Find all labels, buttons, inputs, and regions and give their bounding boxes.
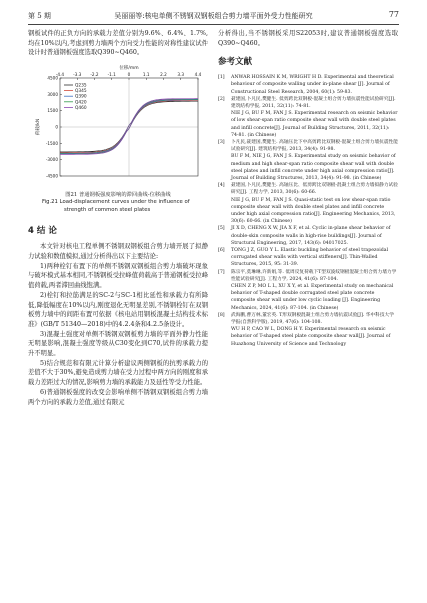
paragraph: 5)结合规范和有限元计算分析建议两侧钢板的抗剪承载力的差值不大于30%,避免造成剪力墙在受力过程中两方向的刚度和承载力差距过大的情况,影响剪力墙的承载能力及延性等受力性能。 <box>28 359 208 387</box>
right-column <box>218 29 398 348</box>
reference-item <box>218 312 398 326</box>
x-tick-label: 4.4 <box>194 72 202 78</box>
reference-item <box>218 269 398 283</box>
reference-text: 武海鹏,曹万林,董宏英. T形双钢板混凝土组合剪力墙抗震试验[J]. 华中科技大学学报(自然科学版), 2019, 47(6): 104-108. <box>231 312 394 326</box>
y-tick-label: 0 <box>55 124 58 130</box>
x-tick-label: -4.4 <box>55 72 65 78</box>
reference-item <box>218 197 398 226</box>
legend-label: Q420 <box>75 100 87 106</box>
figure-caption-en-2: strength of common steel plates <box>64 207 151 213</box>
reference-text: 卜凡民,聂建国,樊健生. 高轴压比下中高剪跨比双钢板-混凝土组合剪力墙抗震性能试验研究[J]. 建筑结构学报, 2013, 34(4): 91-98. <box>231 139 398 153</box>
x-tick-label: 0 <box>127 72 131 78</box>
page-number: 77 <box>388 10 399 19</box>
reference-item <box>218 74 398 96</box>
reference-list <box>218 74 398 348</box>
references-title: 参考文献 <box>218 57 253 68</box>
legend-label: Q390 <box>75 94 87 100</box>
issue-number: 第 5 期 <box>28 12 51 20</box>
reference-text: 聂建国,卜凡民,樊健生. 高轴压比、低剪跨比双钢板-混凝土组合剪力墙拟静力试验研究[J]. 工程力学, 2013, 30(6): 60-66. <box>231 183 398 196</box>
reference-text: ANWAR HOSSAIN K M, WRIGHT H D. Experimental and theoretical behaviour of composite walling under in-plane shear [J]. Journal of Constructional Steel Research, 2004, 60(1): 59-83. <box>231 75 394 95</box>
paragraph: 本文针对核电工程单侧不锈钢双钢板组合剪力墙开展了拟静力试验和数值模拟,通过分析得出以下主要结论: <box>28 243 208 260</box>
figure-caption-en-1: Fig.21 Load-displacement curves under the influence of <box>42 199 190 206</box>
y-tick-label: -4500 <box>45 173 58 179</box>
reference-text: JI X D, CHENG X W, JIA X F, et al. Cyclic in-plane shear behavior of double-skin composite walls in high-rise buildings[J]. Journal of Structural Engineering, 2017, 143(6): 04017025. <box>231 226 391 246</box>
figure-caption-cn: 图21 普通钢板强度影响的滞回曲线-位移曲线 <box>65 191 171 198</box>
reference-text: 陈宗平,莫琳琳,许新娟,等. 低周反复荷载下T型双波纹钢板混凝土组合剪力墙力学性能试验研究[J]. 工程力学, 2024, 41(6): 87-104. <box>231 269 397 282</box>
reference-text: WU H P, CAO W L, DONG H Y. Experimental research on seismic behavior of T-shaped steel plate composite shear wall[J]. Journal of Huazhong University of Science and Technology <box>231 327 391 347</box>
legend-label: Q345 <box>75 89 87 95</box>
reference-text: 聂建国,卜凡民,樊健生. 低剪跨比双钢板-混凝土组合剪力墙抗震性能试验研究[J]. 建筑结构学报, 2011, 32(11): 74-81. <box>231 96 396 109</box>
reference-text: NIE J G, BU F M, FAN J S. Experimental research on seismic behavior of low shear-span ratio composite shear wall with double steel plates and infill concrete[J]. Journal of Building Structures, 2011, 32(11): 74-81. (in Chinese) <box>231 111 398 138</box>
legend-label: Q460 <box>75 106 87 112</box>
legend-label: Q235 <box>75 83 87 89</box>
reference-item <box>218 247 398 269</box>
reference-text: NIE J G, BU F M, FAN J S. Quasi-static test on low shear-span ratio composite shear wall with double steel plates and infill concrete under high axial compression ratio[J]. Engineering Mechanics, 2013, 30(6): 60-66. (in Chinese) <box>231 197 396 225</box>
y-axis-label: 荷载/kN <box>36 118 41 136</box>
paragraph: 1)两种栓钉布置下的单侧不锈钢双钢板组合剪力墙破坏现象与破坏模式基本相同,不锈钢板受拉峰值荷载高于普通钢板受拉峰值荷载,两者滞回曲线饱满。 <box>28 262 208 290</box>
reference-number: [5] <box>218 226 225 232</box>
reference-item <box>218 225 398 247</box>
left-column <box>28 29 208 407</box>
reference-item <box>218 96 398 110</box>
reference-item <box>218 153 398 182</box>
x-tick-label: 3.3 <box>177 72 185 78</box>
x-tick-label: 2.2 <box>160 72 167 78</box>
y-tick-label: 3000 <box>47 91 58 97</box>
paragraph: 6)普通钢板强度的改变会影响单侧不锈钢双钢板组合剪力墙两个方向的承载力差值,通过有限元 <box>28 388 208 406</box>
y-tick-label: 4500 <box>47 75 58 81</box>
reference-number: [8] <box>218 312 225 318</box>
x-tick-label: 1.1 <box>142 72 150 78</box>
y-tick-label: -3000 <box>45 157 58 163</box>
reference-item <box>218 326 398 348</box>
reference-item <box>218 139 398 153</box>
paragraph: 3)混凝土强度对单侧不锈钢双钢板剪力墙的平面外静力性能无明显影响,混凝土强度等级从C30变化到C70,试件的承载力提升不明显。 <box>28 330 208 358</box>
reference-text: BU F M, NIE J G, FAN J S. Experimental study on seismic behavior of medium and high shear-span ratio composite shear wall with double steel plates and infill concrete under high axial compression ratio[J]. Journal of Building Structures, 2013, 34(4): 91-98. (in Chinese) <box>231 154 396 181</box>
reference-item <box>218 110 398 139</box>
x-axis-label: 位移/mm <box>119 66 139 72</box>
running-header <box>28 10 399 24</box>
reference-number: [6] <box>218 247 225 253</box>
reference-number: [1] <box>218 75 225 81</box>
reference-item <box>218 283 398 312</box>
paragraph: 钢板试件的正负方向的承载力差值分别为9.6%、6.4%、1.7%,均在10%以内,考虑到剪力墙两个方向受力性能的对称性建议试件设计时普通钢板强度选取Q390~Q460。 <box>28 30 208 57</box>
x-tick-label: -1.1 <box>107 72 116 78</box>
paragraph: 2)栓钉和拉筋满足的SC-2与SC-1相比延性和承载力有所降低,降低幅度在10%以内,刚度退化无明显差别,不锈钢栓钉在双钢板剪力墙中的间距布置可依据《核电站用钢板混凝土结构技术标准》(GB/T 51340—2018)中的4.2.4条和4.2.5条设计。 <box>28 291 208 328</box>
reference-number: [3] <box>218 139 225 145</box>
y-tick-label: -1500 <box>45 140 58 146</box>
running-title: 吴丽丽等:核电单侧不锈钢双钢板组合剪力墙平面外受力性能研究 <box>114 12 313 20</box>
figure-21 <box>34 64 208 190</box>
reference-text: CHEN Z P, MO L L, XU X Y, et al. Experimental study on mechanical behavior of T-shaped double corrugated steel plate concrete composite shear wall under low cyclic loading [J]. Engineering Mechanics, 2024, 41(6): 87-104. (in Chinese) <box>231 284 394 311</box>
section-title-conclusion: 4 结 论 <box>28 225 57 236</box>
hysteresis-chart <box>34 64 206 186</box>
reference-number: [2] <box>218 96 225 102</box>
reference-text: TONG J Z, GUO Y L. Elastic buckling behavior of steel trapezoidal corrugated shear walls with vertical stiffeners[J]. Thin-Walled Structures, 2015, 95: 31-39. <box>231 247 389 268</box>
y-tick-label: 1500 <box>47 108 58 114</box>
reference-number: [7] <box>218 269 225 275</box>
reference-item <box>218 182 398 196</box>
header-rule <box>28 24 399 25</box>
reference-number: [4] <box>218 183 225 189</box>
x-tick-label: -3.3 <box>73 72 82 78</box>
paragraph: 分析得出,当不锈钢板采用S22053时,建议普通钢板强度选取Q390~Q460。 <box>218 30 398 47</box>
x-tick-label: -2.2 <box>90 72 99 78</box>
